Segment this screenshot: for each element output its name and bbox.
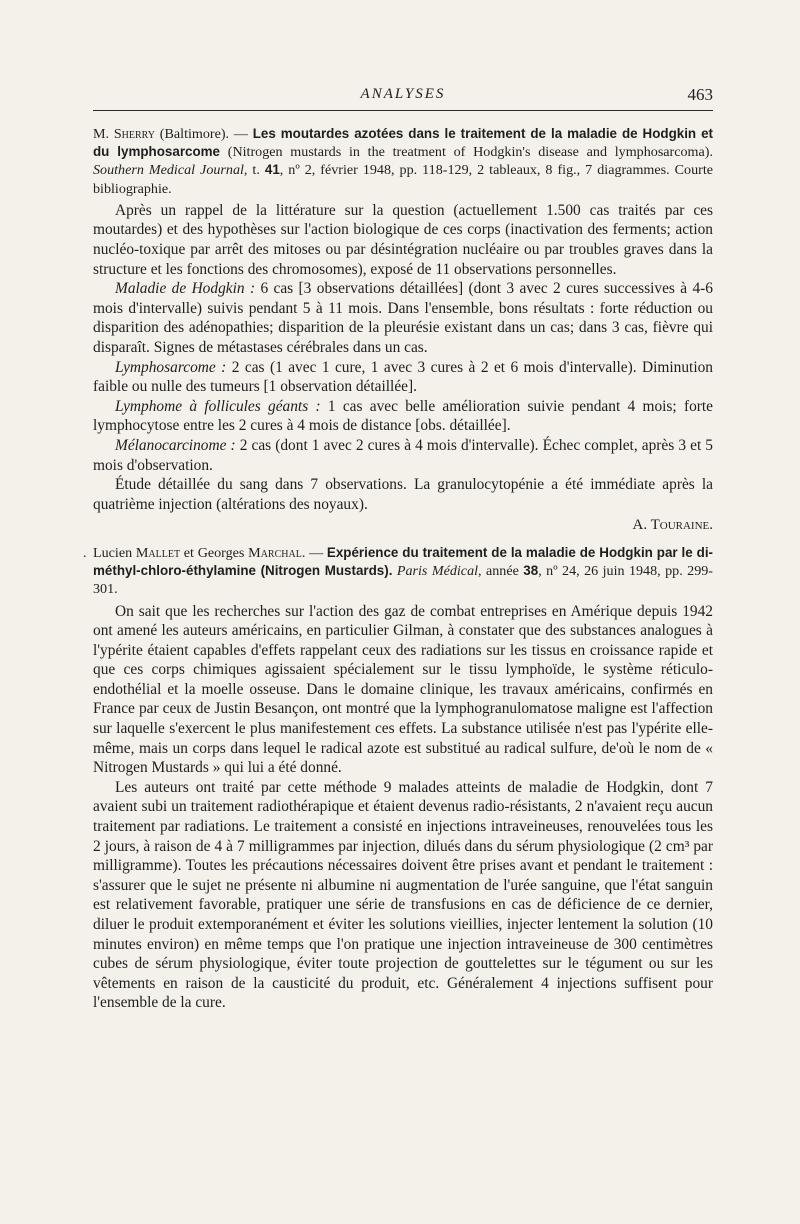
author-prefix: M. (93, 126, 114, 142)
journal-name: Southern Medical Journal (93, 162, 244, 179)
author-first-name: Lucien (93, 544, 136, 561)
paragraph-text: 2 cas (dont 1 avec 2 cures à 4 mois d'intervalle). Échec complet, après 3 et 5 mois d'observation. (93, 436, 714, 474)
document-page (83, 84, 714, 1013)
volume-number: 41 (264, 162, 280, 178)
citation-dash: . — (301, 544, 327, 561)
abstract-entry-2 (83, 544, 714, 1013)
paragraph (93, 397, 713, 436)
author-conjunction: et Georges (180, 544, 249, 561)
page-header (93, 84, 713, 110)
author-name: Marchal (248, 544, 302, 561)
paragraph-text: 6 cas [3 observations détaillées] (dont 3 avec 2 cures successives à 4-6 mois d'intervalle) suivis pendant 5 à 11 mois. Dans l'ensemble, bons résultats : forte réduction ou disparition des adénopathies; disparition de la pleurésie existant dans un cas; dans 3 cas, fièvre qui disparaît. Signes de métastases cérébrales dans un cas. (93, 280, 713, 356)
paragraph (93, 436, 713, 475)
paragraph: Après un rappel de la littérature sur la question (actuellement 1.500 cas traités par ces moutardes) et des hypothèses sur l'action biologique de ces corps (inactivation des ferments; action nucléo-toxique par arrêt des mitoses ou par désintégration nucléaire ou par troubles graves dans la structure et les fonctions des chromosomes), exposé de 11 observations personnelles. (93, 201, 713, 278)
author-name: Sherry (113, 126, 156, 142)
paragraph-label: Lymphome à follicules géants : (115, 397, 321, 415)
paragraph-text: 2 cas (1 avec 1 cure, 1 avec 3 cures à 2 et 6 mois d'intervalle). Diminution faible ou nulle des tumeurs [1 observation détaillée]. (93, 358, 713, 396)
paragraph-text: 1 cas avec belle amélioration suivie pendant 4 mois; forte lymphocytose entre les 2 cures à 4 mois de distance [obs. détaillée]. (93, 397, 714, 435)
header-rule (93, 110, 713, 111)
citation-1 (93, 125, 713, 198)
paragraph-label: Mélanocarcinome : (115, 436, 236, 454)
signature: A. Touraine. (632, 517, 713, 534)
running-head: ANALYSES (360, 86, 446, 102)
article-title: Les moutardes azotées dans le traitement de la maladie de Hodgkin et du lymphosarcome (93, 126, 713, 160)
citation-details: , nº 24, 26 juin 1948, pp. 299-301. (93, 563, 713, 598)
citation-2 (83, 544, 714, 599)
paragraph-label: Lymphosarcome : (115, 358, 227, 376)
citation-details: , nº 2, février 1948, pp. 118-129, 2 tableaux, 8 fig., 7 diagrammes. Courte bibliographie. (93, 162, 713, 197)
paragraph: On sait que les recherches sur l'action des gaz de combat entreprises en Amérique depuis 1942 ont amené les auteurs américains, en particulier Gilman, à constater que des substances analogues à l'ypérite étaient capables d'effets rappelant ceux des radiations sur les tissus en croissance rapide et que ces corps chimiques agissaient spécialement sur le tissu lymphoïde, le système réticulo-endothélial et la moelle osseuse. Dans le domaine clinique, les travaux américains, confirmés en France par ceux de Justin Besançon, ont montré que la lymphogranulomatose maligne est l'affection sur laquelle s'exercent le plus manifestement ces effets. La substance utilisée n'est pas l'ypérite elle-même, mais un corps dans lequel le radical azote est substitué au radical sulfure, de'où le nom de « Nitrogen Mustards » qui lui a été donné. (93, 602, 713, 777)
original-title: (Nitrogen mustards in the treatment of Hodgkin's disease and lymphosarcoma). (220, 144, 713, 161)
abstract-body-2 (93, 602, 713, 1013)
abstract-body-1 (93, 201, 713, 536)
volume-number: 38 (523, 563, 539, 579)
paragraph (93, 358, 713, 397)
page-number: 463 (687, 85, 713, 104)
paragraph-label: Maladie de Hodgkin : (115, 280, 256, 298)
paragraph: Les auteurs ont traité par cette méthode 9 malades atteints de maladie de Hodgkin, dont 7 avaient subi un traitement radiothérapique et étaient devenus radio-résistants, 2 n'avaient reçu aucun traitement par radiations. Le traitement a consisté en injections intraveineuses, renouvelées tous les 2 jours, à raison de 4 à 7 milligrammes par injection, dilués dans du sérum physiologique (2 cm³ par milligramme). Toutes les précautions nécessaires doivent être prises avant et pendant le traitement : s'assurer que le sujet ne présente ni albumine ni augmentation de l'urée sanguine, que l'état sanguin est relativement favorable, pratiquer une série de transfusions en cas de déficience de ce dernier, diluer le produit extemporanément et éviter les solutions vieillies, injecter lentement la solution (10 minutes environ) en même temps que l'on pratique une injection intraveineuse de 300 centimètres cubes de sérum physiologique, éviter toute projection de gouttelettes sur le tégument ou sur les vêtements en raison de la causticité du produit, etc. Généralement 4 injections suffisent pour l'ensemble de la cure. (93, 778, 713, 1012)
journal-name: Paris Médical (392, 563, 479, 580)
abstract-entry-1 (93, 125, 713, 536)
year-prefix: , année (478, 563, 524, 580)
article-title: Expérience du traitement de la maladie de Hodgkin par le di-méthyl-chloro-éthylamine (Nitrogen Mustards). (93, 544, 714, 579)
volume-prefix: , t. (243, 162, 265, 179)
margin-mark: . (83, 544, 87, 561)
author-place: (Baltimore). — (155, 126, 253, 142)
author-name: Mallet (135, 544, 181, 561)
paragraph (93, 279, 713, 357)
paragraph: Étude détaillée du sang dans 7 observations. La granulocytopénie a été immédiate après la quatrième injection (altérations des noyaux). (93, 476, 713, 513)
